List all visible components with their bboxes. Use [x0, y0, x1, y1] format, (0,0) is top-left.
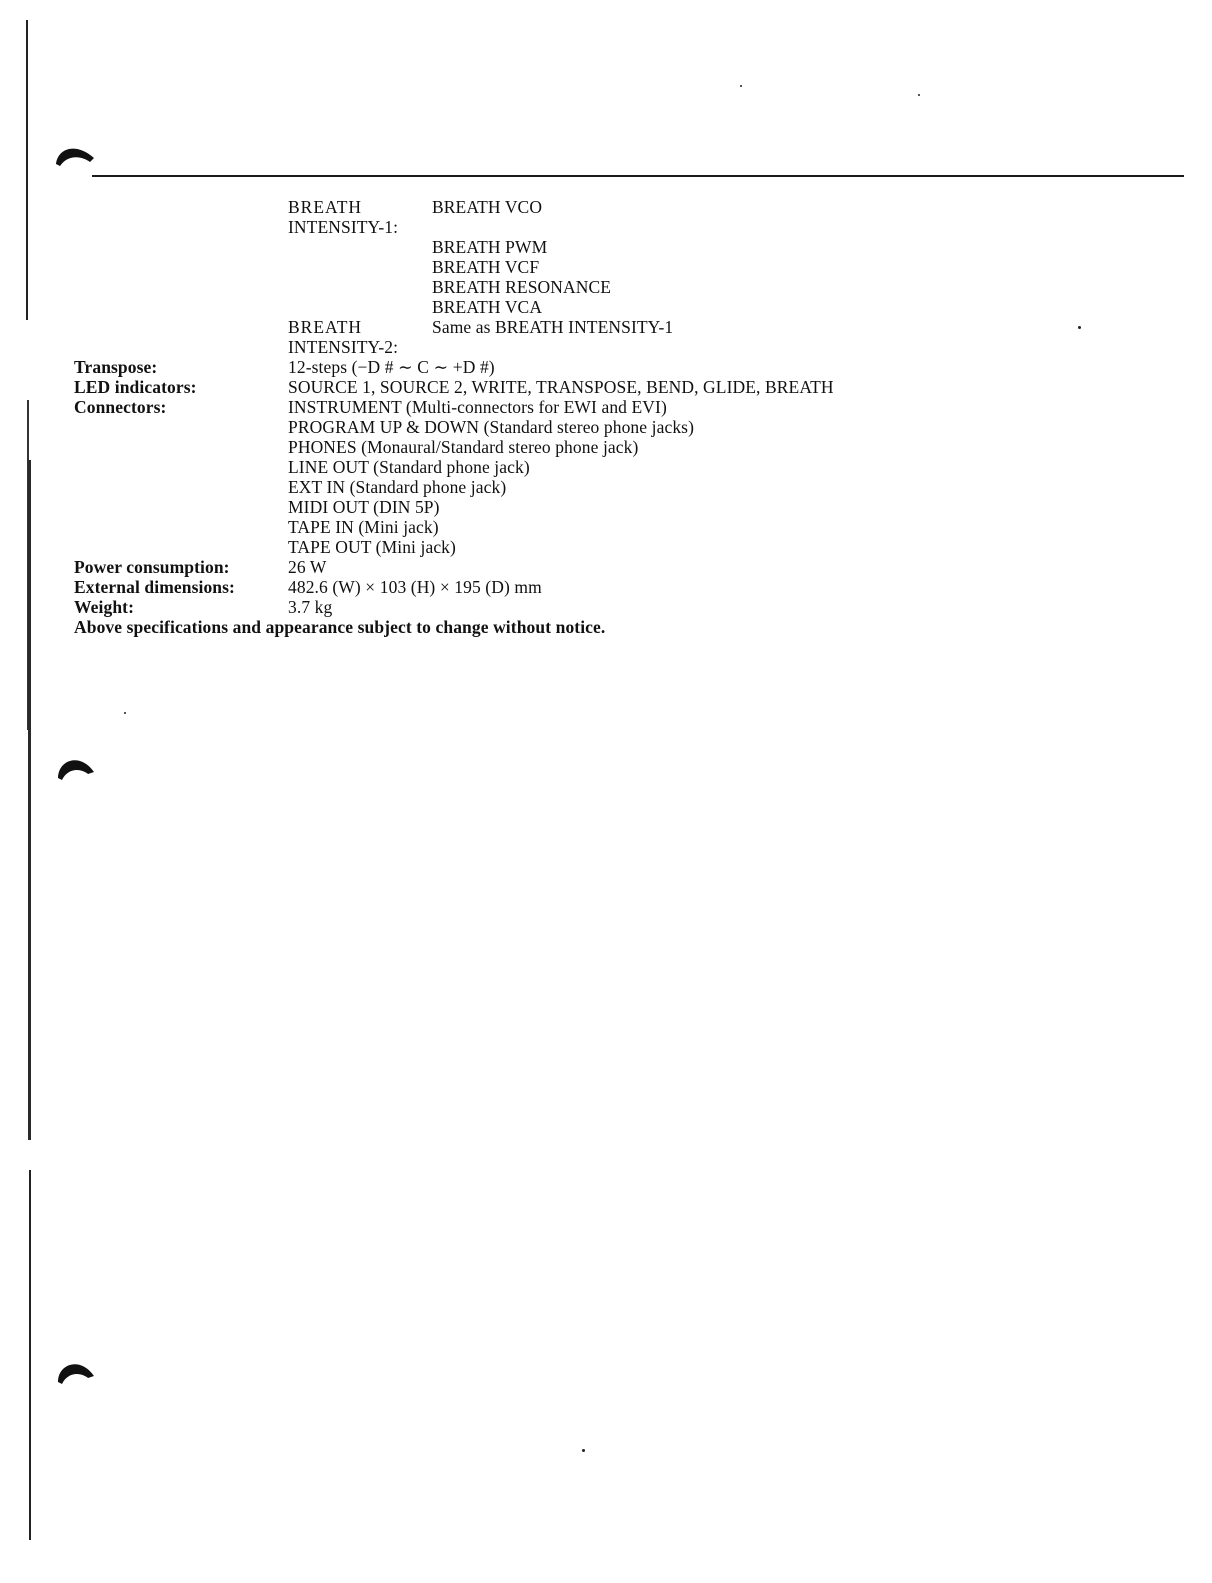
- header-rule: [92, 175, 1184, 177]
- breath-intensity-2-value: Same as BREATH INTENSITY-1: [432, 317, 674, 337]
- weight-value: 3.7 kg: [288, 597, 333, 617]
- scan-speck: [582, 1449, 585, 1452]
- punch-hole-mark: [54, 752, 98, 780]
- breath-intensity-1-value: BREATH VCO: [432, 197, 543, 217]
- connector-item: EXT IN (Standard phone jack): [288, 477, 507, 497]
- transpose-value: 12-steps (−D # ∼ C ∼ +D #): [288, 357, 495, 377]
- scan-edge-mark: [26, 20, 32, 1540]
- connector-item: PHONES (Monaural/Standard stereo phone jack): [288, 437, 639, 457]
- specifications-notice: Above specifications and appearance subject to change without notice.: [74, 617, 606, 637]
- power-consumption-value: 26 W: [288, 557, 327, 577]
- external-dimensions-value: 482.6 (W) × 103 (H) × 195 (D) mm: [288, 577, 542, 597]
- scan-speck: [740, 85, 742, 87]
- breath-intensity-2-label: BREATH: [288, 317, 363, 337]
- transpose-label: Transpose:: [74, 357, 158, 377]
- punch-hole-mark: [54, 1356, 98, 1384]
- connector-item: INSTRUMENT (Multi-connectors for EWI and EVI): [288, 397, 667, 417]
- breath-intensity-1-value: BREATH PWM: [432, 237, 548, 257]
- punch-hole-mark: [54, 140, 98, 168]
- power-consumption-label: Power consumption:: [74, 557, 230, 577]
- external-dimensions-label: External dimensions:: [74, 577, 235, 597]
- breath-intensity-1-value: BREATH VCA: [432, 297, 543, 317]
- connector-item: PROGRAM UP & DOWN (Standard stereo phone jacks): [288, 417, 695, 437]
- connector-item: LINE OUT (Standard phone jack): [288, 457, 530, 477]
- led-indicators-value: SOURCE 1, SOURCE 2, WRITE, TRANSPOSE, BEND, GLIDE, BREATH: [288, 377, 834, 397]
- scan-speck: [1078, 326, 1081, 329]
- connectors-label: Connectors:: [74, 397, 167, 417]
- connector-item: TAPE IN (Mini jack): [288, 517, 439, 537]
- scan-speck: [918, 94, 920, 96]
- breath-intensity-2-label: INTENSITY-2:: [288, 337, 399, 357]
- scan-speck: [124, 712, 126, 714]
- weight-label: Weight:: [74, 597, 135, 617]
- connector-item: TAPE OUT (Mini jack): [288, 537, 456, 557]
- connector-item: MIDI OUT (DIN 5P): [288, 497, 440, 517]
- breath-intensity-1-label: BREATH: [288, 197, 363, 217]
- breath-intensity-1-value: BREATH RESONANCE: [432, 277, 612, 297]
- led-indicators-label: LED indicators:: [74, 377, 197, 397]
- breath-intensity-1-value: BREATH VCF: [432, 257, 540, 277]
- breath-intensity-1-label: INTENSITY-1:: [288, 217, 399, 237]
